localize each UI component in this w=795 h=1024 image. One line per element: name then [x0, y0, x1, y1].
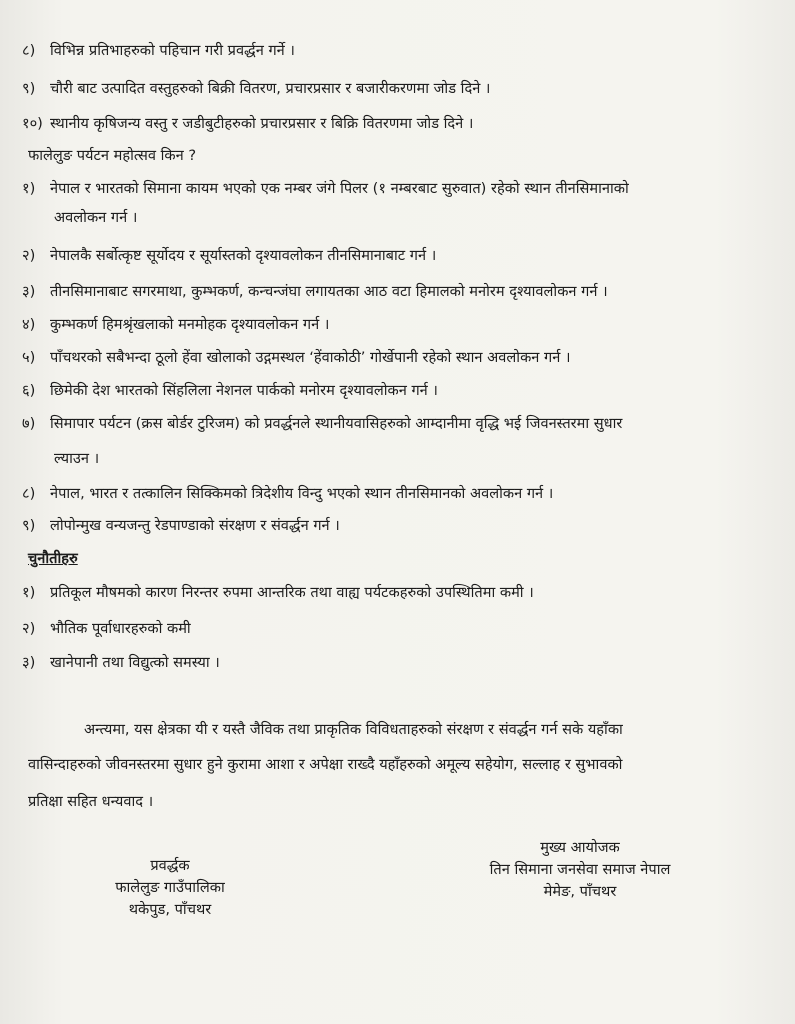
signature-role: मुख्य आयोजक — [540, 839, 620, 856]
list-item: ९) चौरी बाट उत्पादित वस्तुहरुको बिक्री वितरण, प्रचारप्रसार र बजारीकरणमा जोड दिने । — [22, 80, 491, 97]
list-item: २) भौतिक पूर्वाधारहरुको कमी — [22, 620, 191, 637]
signature-org: फालेलुङ गाउँपालिका — [115, 879, 225, 896]
list-item: १०) स्थानीय कृषिजन्य वस्तु र जडीबुटीहरुको प्रचारप्रसार र बिक्रि वितरणमा जोड दिने । — [22, 115, 474, 132]
signature-right — [430, 838, 730, 902]
closing-paragraph-line: प्रतिक्षा सहित धन्यवाद । — [28, 793, 154, 810]
signature-org: तिन सिमाना जनसेवा समाज नेपाल — [489, 861, 671, 878]
list-item: १) प्रतिकूल मौषमको कारण निरन्तर रुपमा आन्तरिक तथा वाह्य पर्यटकहरुको उपस्थितिमा कमी । — [22, 584, 534, 601]
list-item: १) नेपाल र भारतको सिमाना कायम भएको एक नम्बर जंगे पिलर (१ नम्बरबाट सुरुवात) रहेको स्थान तीनसिमानाको — [22, 180, 629, 197]
list-item-continuation: अवलोकन गर्न । — [54, 209, 138, 226]
signature-place: मेमेङ, पाँचथर — [543, 883, 617, 900]
list-item: ९) लोपोन्मुख वन्यजन्तु रेडपाण्डाको संरक्षण र संवर्द्धन गर्न । — [22, 517, 340, 534]
list-item: ५) पाँचथरको सबैभन्दा ठूलो हेंवा खोलाको उद्गमस्थल ‘हेंवाकोठी’ गोर्खेपानी रहेको स्थान अवलोकन गर्न । — [22, 349, 571, 366]
list-item: ८) विभिन्न प्रतिभाहरुको पहिचान गरी प्रवर्द्धन गर्ने । — [22, 42, 295, 59]
list-item: ८) नेपाल, भारत र तत्कालिन सिक्किमको त्रिदेशीय विन्दु भएको स्थान तीनसिमानको अवलोकन गर्न । — [22, 485, 554, 502]
signature-role: प्रवर्द्धक — [150, 857, 190, 874]
list-item: ३) तीनसिमानाबाट सगरमाथा, कुम्भकर्ण, कन्चन्जंघा लगायतका आठ वटा हिमालको मनोरम दृश्यावलोकन गर्न । — [22, 283, 608, 300]
closing-paragraph-line: अन्त्यमा, यस क्षेत्रका यी र यस्तै जैविक तथा प्राकृतिक विविधताहरुको संरक्षण र संवर्द्धन गर्न सके यहाँका — [84, 721, 623, 738]
signature-place: थकेपुड, पाँचथर — [128, 901, 212, 918]
list-item: ३) खानेपानी तथा विद्युत्को समस्या । — [22, 654, 220, 671]
closing-paragraph-line: वासिन्दाहरुको जीवनस्तरमा सुधार हुने कुरामा आशा र अपेक्षा राख्दै यहाँहरुको अमूल्य सहेयोग, सल्लाह र सुभावको — [28, 756, 623, 773]
festival-heading: फालेलुङ पर्यटन महोत्सव किन ? — [28, 147, 197, 164]
list-item: २) नेपालकै सर्बोत्कृष्ट सूर्योदय र सूर्यास्तको दृश्यावलोकन तीनसिमानाबाट गर्न । — [22, 247, 437, 264]
list-item: ७) सिमापार पर्यटन (क्रस बोर्डर टुरिजम) को प्रवर्द्धनले स्थानीयवासिहरुको आम्दानीमा वृद्धि भई जिवनस्तरमा सुधार — [22, 415, 623, 432]
challenges-heading: चुनौतीहरु — [28, 550, 78, 567]
list-item-continuation: ल्याउन । — [54, 450, 100, 467]
list-item: ४) कुम्भकर्ण हिमश्रृंखलाको मनमोहक दृश्यावलोकन गर्न । — [22, 316, 330, 333]
list-item: ६) छिमेकी देश भारतको सिंहलिला नेशनल पार्कको मनोरम दृश्यावलोकन गर्न । — [22, 382, 438, 399]
signature-left — [70, 856, 270, 920]
